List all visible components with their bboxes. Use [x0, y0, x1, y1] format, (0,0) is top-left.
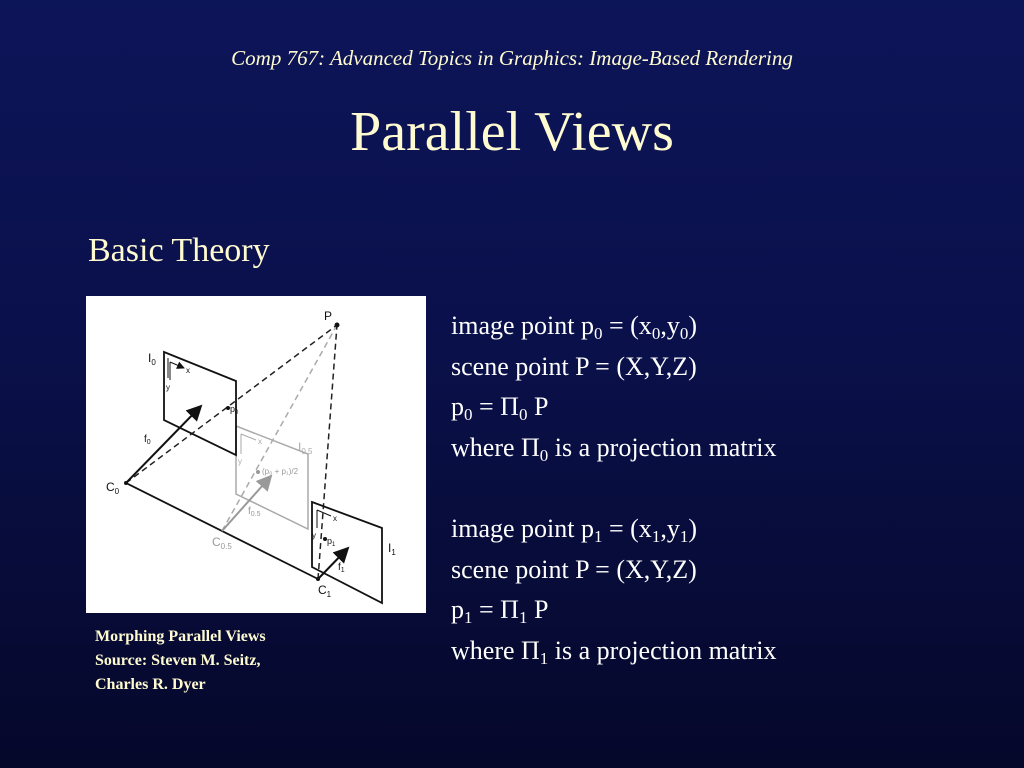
label-C1: $C_1$ — [318, 583, 332, 599]
label-I05: $I_{0.5}$ — [298, 440, 313, 456]
label-C0: $C_0$ — [106, 480, 120, 496]
label-mid: (p₀ + p₁)/2 — [262, 467, 299, 476]
caption-line-2: Source: Steven M. Seitz, — [95, 652, 261, 669]
equation-image-point-0: image point $p_0 = (x_0,y_0)$ — [451, 311, 697, 343]
label-p1: $p_1$ — [327, 536, 336, 548]
equation-projection-0: $p_0 = \Pi_0$ P — [451, 392, 549, 425]
label-y-i0: y — [166, 383, 170, 392]
slide-title: Parallel Views — [350, 101, 674, 163]
label-f1: $f_1$ — [338, 562, 345, 574]
figure-caption — [95, 625, 355, 697]
label-x-i0: x — [186, 366, 190, 375]
equation-where-0: where $\Pi_0$ is a projection matrix — [451, 432, 777, 465]
parallel-views-diagram — [86, 296, 426, 613]
label-I1: $I_1$ — [388, 541, 396, 557]
caption-line-1: Morphing Parallel Views — [95, 628, 266, 645]
label-P: P — [324, 309, 333, 323]
label-f0: $f_0$ — [144, 434, 151, 446]
camera-c1 — [316, 577, 320, 581]
parallel-views-figure — [86, 296, 426, 613]
image-plane-0 — [164, 352, 236, 455]
axis-x-i05 — [241, 434, 256, 440]
label-p0: $p_0$ — [230, 404, 239, 416]
label-I0: $I_0$ — [148, 351, 156, 367]
point-mid — [256, 470, 260, 474]
caption-line-3: Charles R. Dyer — [95, 676, 206, 693]
section-heading: Basic Theory — [88, 232, 270, 269]
label-C05: $C_{0.5}$ — [212, 535, 232, 551]
focal-arrow-half — [222, 476, 271, 531]
label-f05: $f_{0.5}$ — [248, 506, 261, 518]
label-x-i1: x — [333, 514, 337, 523]
equation-projection-1: $p_1 = \Pi_1$ P — [451, 595, 549, 628]
label-x-i05: x — [258, 437, 262, 446]
axis-x-i0 — [170, 362, 184, 368]
math-equations — [451, 306, 776, 671]
equation-where-1: where $\Pi_1$ is a projection matrix — [451, 635, 777, 668]
course-title: Comp 767: Advanced Topics in Graphics: Image-Based Rendering — [231, 46, 793, 70]
equation-scene-point-1: scene point P = (X,Y,Z) — [451, 554, 697, 584]
axis-x-i1 — [317, 510, 331, 516]
equation-image-point-1: image point $p_1 = (x_1,y_1)$ — [451, 513, 697, 546]
label-y-i05: y — [238, 457, 242, 466]
focal-arrow-1 — [318, 548, 348, 579]
camera-c0 — [124, 481, 128, 485]
equation-scene-point-0: scene point P = (X,Y,Z) — [451, 351, 697, 381]
scene-point-P — [335, 323, 340, 328]
label-y-i1: y — [312, 531, 316, 540]
